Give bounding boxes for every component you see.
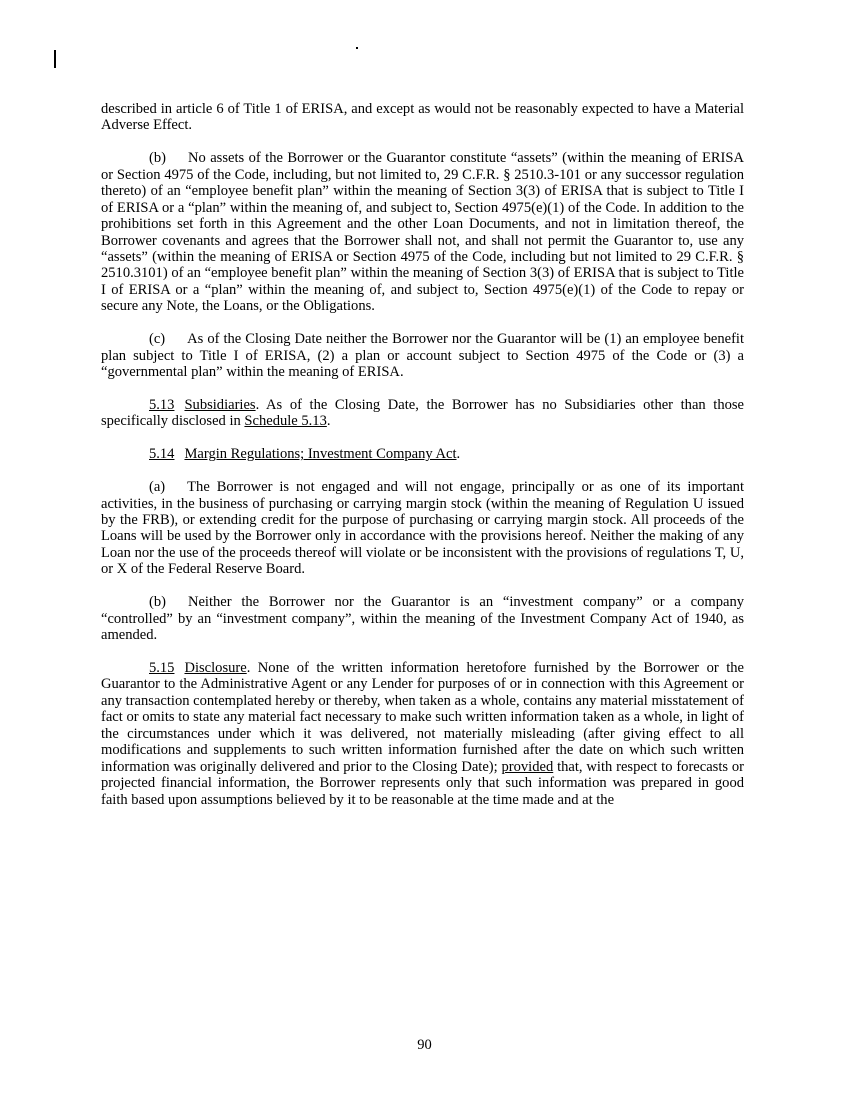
paragraph-intro: described in article 6 of Title 1 of ERISA, and except as would not be reasonably expected to have a Material Adverse Effect.: [101, 101, 744, 134]
section-number: 5.15: [149, 659, 175, 676]
clause-text: No assets of the Borrower or the Guarantor constitute “assets” (within the meaning of ERISA or Section 4975 of the Code, including, but not limited to, 29 C.F.R. § 2510.3-101 or any successor regulation thereto) of an “employee benefit plan” within the meaning of Section 3(3) of ERISA that is subject to Title I of ERISA or a “plan” within the meaning of, and subject to, Section 4975(e)(1) of the Code. In addition to the prohibitions set forth in this Agreement and the other Loan Documents, and not in limitation thereof, the Borrower covenants and agrees that the Borrower shall not, and shall not permit the Guarantor to, use any “assets” (within the meaning of ERISA or Section 4975 of the Code, including but not limited to 29 C.F.R. § 2510.3101) of an “employee benefit plan” within the meaning of Section 3(3) of ERISA that is subject to Title I of ERISA or a “plan” within the meaning of, and subject to, Section 4975(e)(1) of the Code to repay or secure any Note, the Loans, or the Obligations.: [101, 150, 744, 315]
clause-label: (b): [149, 594, 166, 611]
section-text: . As of the Closing Date, the Borrower has no Subsidiaries other than those specifically disclosed in: [101, 396, 744, 430]
scan-speck: [356, 47, 358, 49]
section-number: 5.13: [149, 396, 175, 413]
section-5-13-subsidiaries: [101, 397, 744, 430]
section-title: Margin Regulations; Investment Company Act: [184, 446, 457, 463]
clause-label: (b): [149, 150, 166, 167]
page-number: 90: [417, 1037, 432, 1053]
schedule-reference: Schedule 5.13: [244, 413, 327, 430]
period: .: [456, 446, 461, 463]
clause-label: (c): [149, 331, 166, 348]
period: .: [326, 413, 331, 430]
provided-term: provided: [501, 758, 554, 775]
section-title: Disclosure: [184, 659, 247, 676]
section-heading: [149, 397, 256, 413]
paragraph-b-investment-company: [101, 594, 744, 643]
clause-text: The Borrower is not engaged and will not engage, principally or as one of its important activities, in the business of purchasing or carrying margin stock (within the meaning of Regulation U issued by the FRB), or extending credit for the purpose of purchasing or carrying margin stock. All proceeds of the Loans will be used by the Borrower only in accordance with the provisions hereof. Neither the making of any Loan nor the use of the proceeds thereof will violate or be inconsistent with the provisions of regulations T, U, or X of the Federal Reserve Board.: [101, 479, 744, 578]
section-5-15-disclosure: [101, 660, 744, 808]
section-title: Subsidiaries: [184, 396, 256, 413]
section-text: . None of the written information heretofore furnished by the Borrower or the Guarantor to the Administrative Agent or any Lender for purposes of or in connection with this Agreement or any transaction contemplated hereby or thereby, when taken as a whole, contains any material misstatement of fact or omits to state any material fact necessary to make such written information taken as a whole, in light of the circumstances under which it was delivered, not materially misleading (after giving effect to all modifications and supplements to such written information furnished after the date on which such written information was originally delivered and prior to the Closing Date);: [101, 659, 744, 775]
section-text-continued: that, with respect to forecasts or projected financial information, the Borrower represents only that such information was prepared in good faith based upon assumptions believed by it to be reasonable at the time made and at the: [101, 758, 744, 808]
paragraph-a-margin: [101, 479, 744, 578]
text-cursor-mark: [54, 50, 56, 68]
section-heading: [149, 446, 457, 462]
section-heading: [149, 660, 247, 676]
paragraph-c-closing-date: [101, 331, 744, 380]
document-body: [101, 101, 744, 824]
clause-label: (a): [149, 479, 166, 496]
clause-text: Neither the Borrower nor the Guarantor is an “investment company” or a company “controlled” by an “investment company”, within the meaning of the Investment Company Act of 1940, as amended.: [101, 594, 744, 644]
section-5-14-heading: [101, 446, 744, 462]
clause-text: As of the Closing Date neither the Borrower nor the Guarantor will be (1) an employee benefit plan subject to Title I of ERISA, (2) a plan or account subject to Section 4975 of the Code or (3) a “governmental plan” within the meaning of ERISA.: [101, 331, 744, 381]
paragraph-b-assets: [101, 150, 744, 315]
section-number: 5.14: [149, 446, 175, 463]
